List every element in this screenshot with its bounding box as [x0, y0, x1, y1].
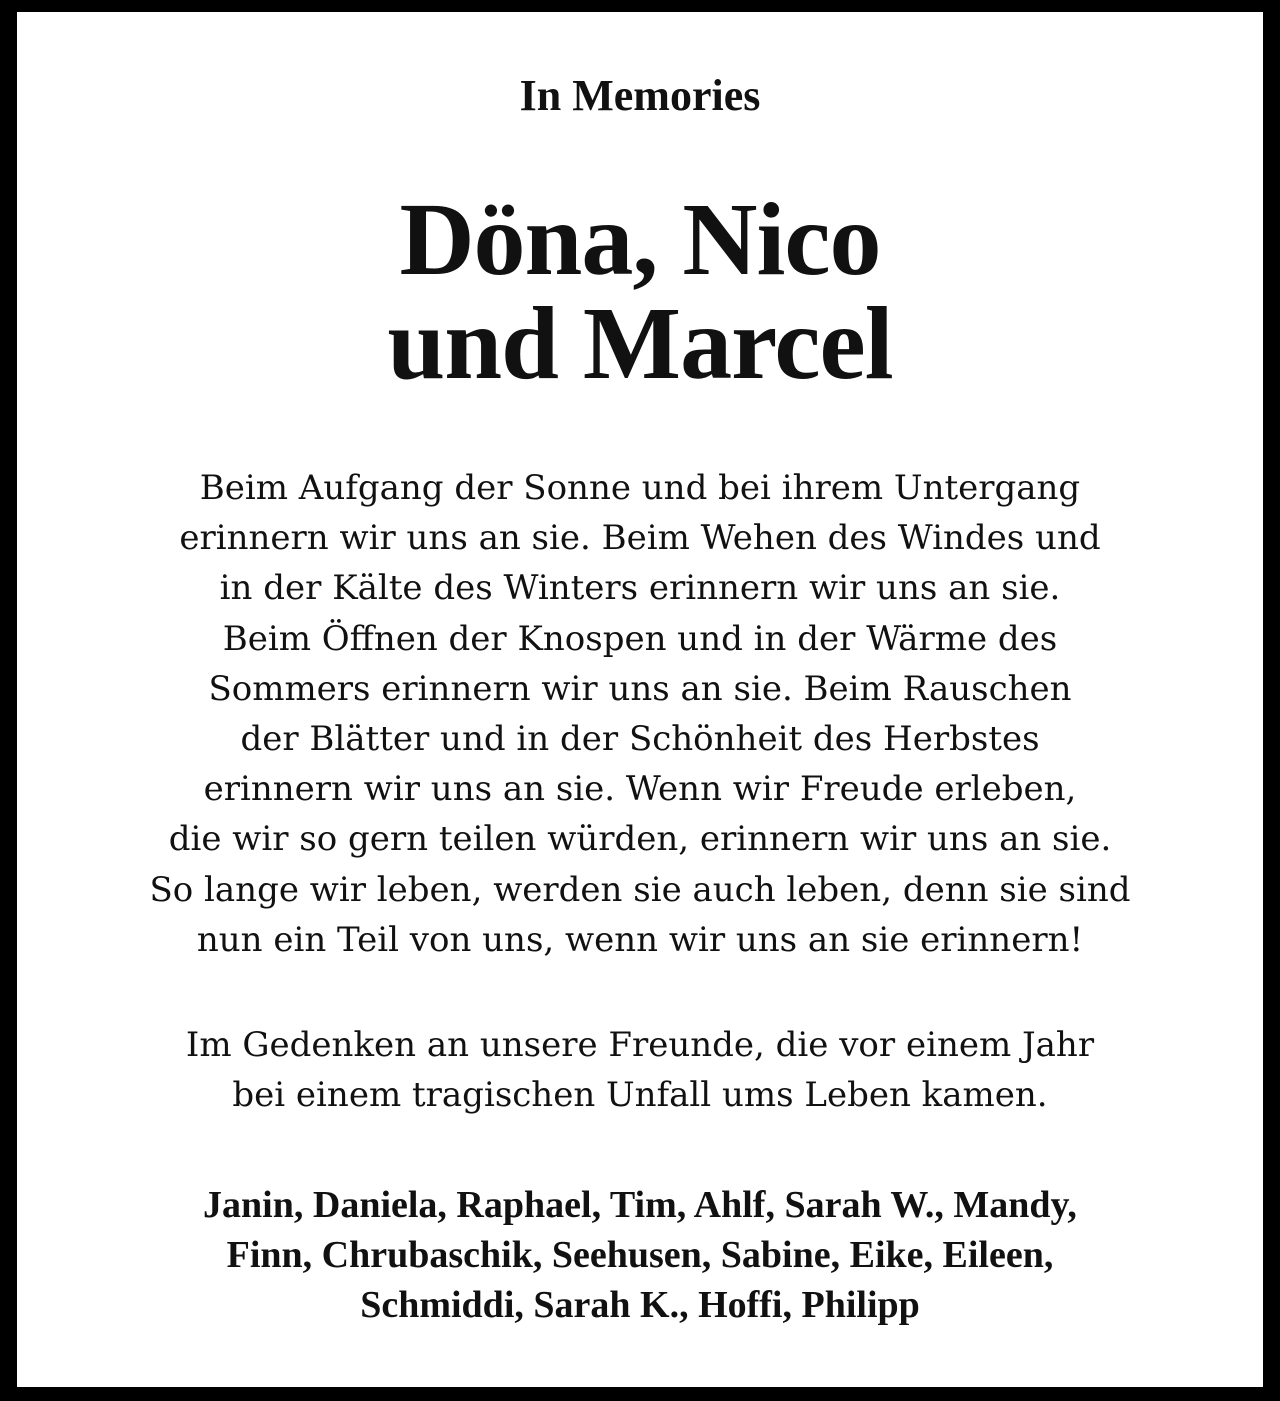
poem-line: So lange wir leben, werden sie auch leben, denn sie sind	[149, 869, 1131, 910]
poem-line: nun ein Teil von uns, wenn wir uns an sie erinnern!	[196, 919, 1084, 960]
poem-line: Sommers erinnern wir uns an sie. Beim Rauschen	[208, 668, 1072, 709]
deceased-names-line: und Marcel	[387, 286, 893, 401]
dedication-line: Im Gedenken an unsere Freunde, die vor einem Jahr	[185, 1025, 1095, 1065]
poem-line: in der Kälte des Winters erinnern wir uns an sie.	[219, 568, 1061, 609]
poem-line: erinnern wir uns an sie. Wenn wir Freude erleben,	[203, 769, 1077, 810]
signers	[0, 1180, 1280, 1330]
deceased-names-line: Döna, Nico	[399, 182, 881, 297]
heading: In Memories	[519, 71, 761, 120]
deceased-names	[0, 182, 1280, 401]
signers-line: Janin, Daniela, Raphael, Tim, Ahlf, Sarah W., Mandy,	[203, 1184, 1077, 1226]
dedication-line: bei einem tragischen Unfall ums Leben kamen.	[232, 1075, 1048, 1115]
poem-line: erinnern wir uns an sie. Beim Wehen des Windes und	[179, 518, 1101, 559]
dedication	[0, 1020, 1280, 1120]
poem-line: Beim Öffnen der Knospen und in der Wärme des	[222, 618, 1058, 659]
memorial-poem	[0, 463, 1280, 965]
signers-line: Finn, Chrubaschik, Seehusen, Sabine, Eike, Eileen,	[226, 1234, 1054, 1276]
signers-line: Schmiddi, Sarah K., Hoffi, Philipp	[360, 1284, 920, 1326]
poem-line: der Blätter und in der Schönheit des Herbstes	[240, 719, 1040, 760]
poem-line: Beim Aufgang der Sonne und bei ihrem Untergang	[199, 468, 1081, 508]
poem-line: die wir so gern teilen würden, erinnern wir uns an sie.	[168, 819, 1112, 860]
